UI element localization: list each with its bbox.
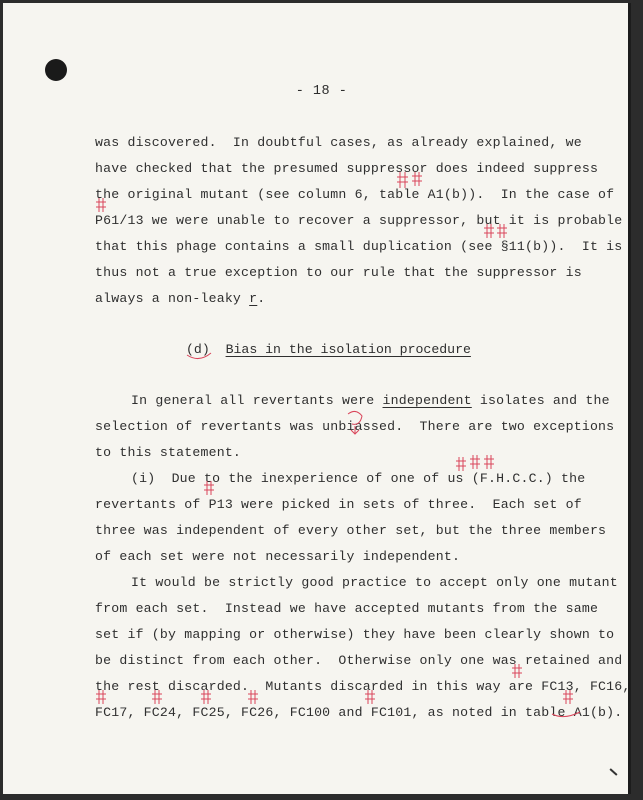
text-line: selection of revertants was unbiassed. There are two exceptions <box>95 419 615 434</box>
pen-mark <box>609 768 617 776</box>
text-line: was discovered. In doubtful cases, as already explained, we <box>95 135 582 150</box>
page-number: - 18 - <box>295 84 348 99</box>
text-fragment: always a non-leaky <box>95 291 250 306</box>
text-line: that this phage contains a small duplication (see §11(b)). It is <box>95 239 623 254</box>
underlined-word: r <box>249 291 258 306</box>
section-heading <box>186 342 471 357</box>
text-line: It would be strictly good practice to accept only one mutant <box>131 575 618 590</box>
text-line: of each set were not necessarily independent. <box>95 549 461 564</box>
punch-hole <box>45 59 67 81</box>
text-line: have checked that the presumed suppressor does indeed suppress <box>95 161 599 176</box>
text-line: from each set. Instead we have accepted mutants from the same <box>95 601 599 616</box>
text-line: thus not a true exception to our rule that the suppressor is <box>95 265 582 280</box>
text-line <box>95 291 265 306</box>
text-line: (i) Due to the inexperience of one of us (F.H.C.C.) the <box>131 471 586 486</box>
text-line: the original mutant (see column 6, table A1(b)). In the case of <box>95 187 615 202</box>
heading-label: (d) <box>186 342 210 357</box>
text-fragment: isolates and the <box>471 393 610 408</box>
text-fragment: . <box>257 291 266 306</box>
text-line: be distinct from each other. Otherwise only one was retained and <box>95 653 623 668</box>
text-line: the rest discarded. Mutants discarded in this way are FC13, FC16, <box>95 679 631 694</box>
underlined-word: independent <box>382 393 472 408</box>
text-line: revertants of P13 were picked in sets of three. Each set of <box>95 497 582 512</box>
text-fragment: In general all revertants were <box>131 393 383 408</box>
text-line: three was independent of every other set, but the three members <box>95 523 607 538</box>
heading-title: Bias in the isolation procedure <box>225 342 471 357</box>
text-line: FC17, FC24, FC25, FC26, FC100 and FC101, as noted in table A1(b). <box>95 705 623 720</box>
text-line: P61/13 we were unable to recover a suppressor, but it is probable <box>95 213 623 228</box>
text-line <box>131 393 610 408</box>
text-line: set if (by mapping or otherwise) they have been clearly shown to <box>95 627 615 642</box>
text-line: to this statement. <box>95 445 242 460</box>
